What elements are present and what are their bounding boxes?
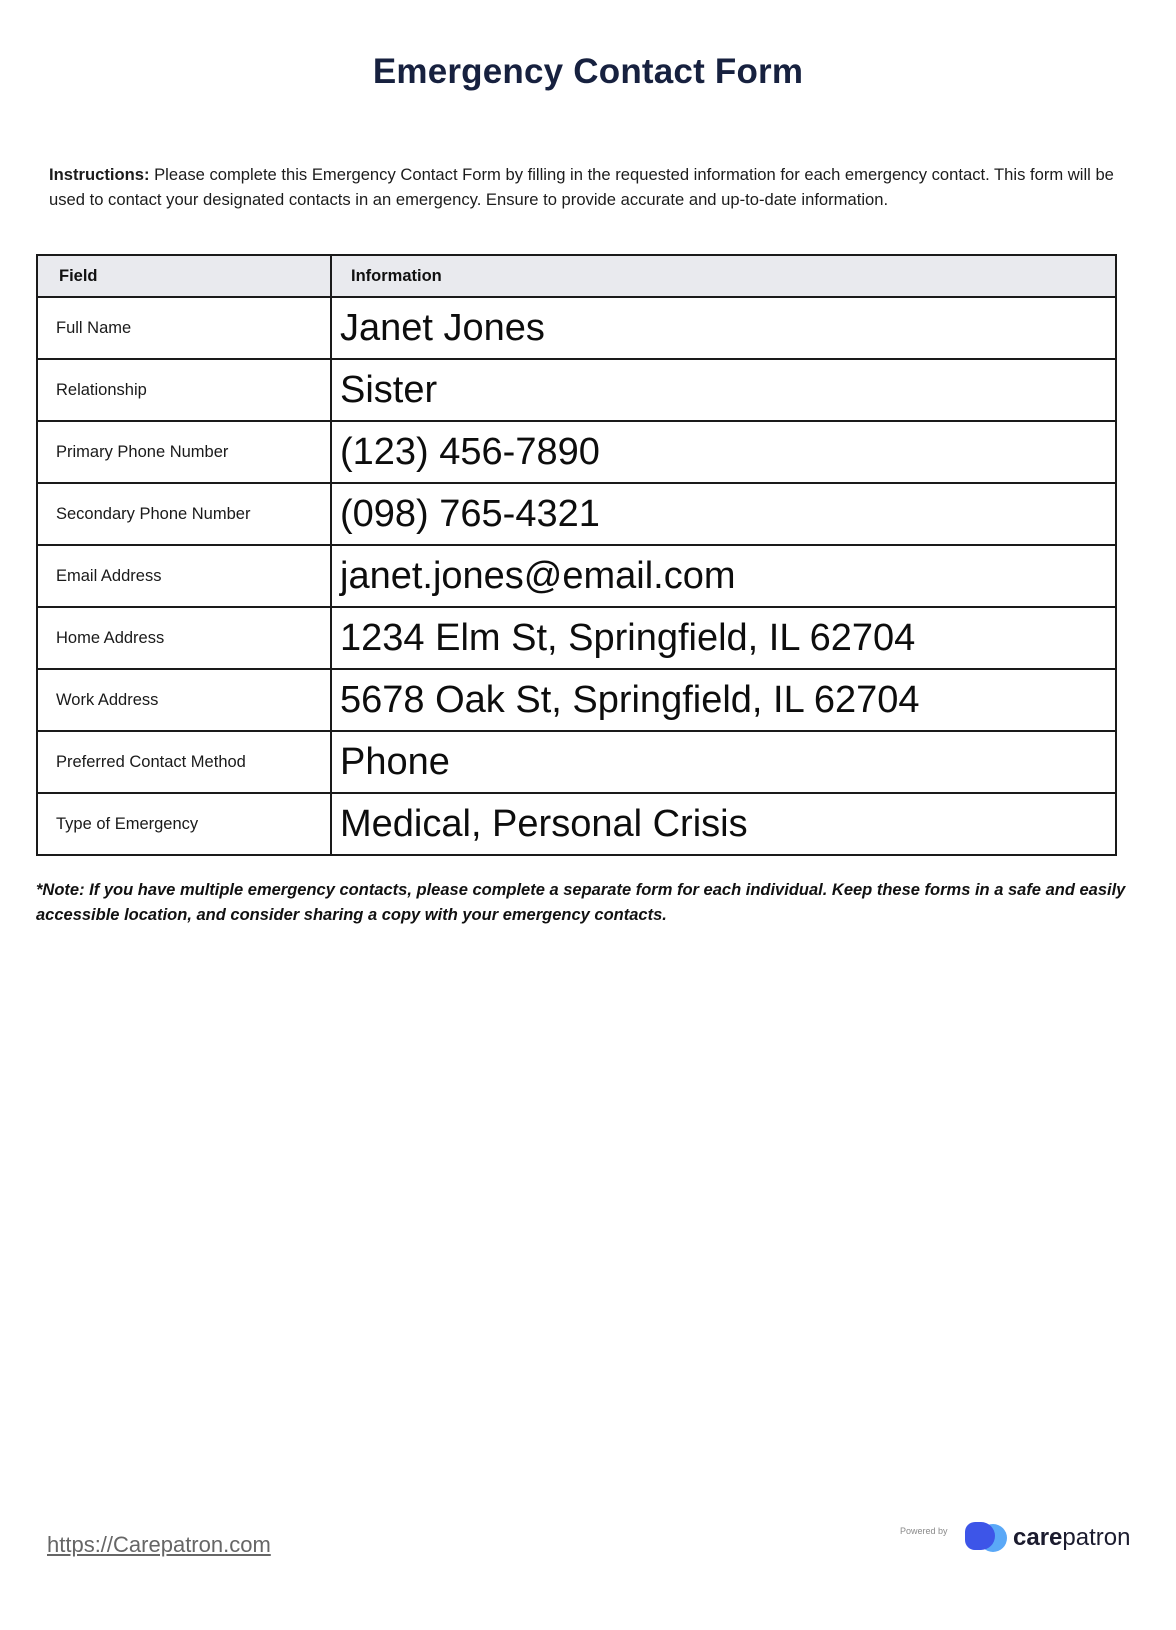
field-value[interactable]: Phone: [331, 731, 1116, 793]
field-value[interactable]: Janet Jones: [331, 297, 1116, 359]
carepatron-logo-icon: [963, 1522, 1009, 1556]
field-label: Email Address: [37, 545, 331, 607]
field-value[interactable]: (098) 765-4321: [331, 483, 1116, 545]
table-header-row: [37, 255, 1116, 297]
field-label: Secondary Phone Number: [37, 483, 331, 545]
table-row: [37, 545, 1116, 607]
field-label: Full Name: [37, 297, 331, 359]
carepatron-wordmark: [1013, 1524, 1130, 1552]
carepatron-link[interactable]: https://Carepatron.com: [47, 1532, 271, 1557]
field-value[interactable]: Medical, Personal Crisis: [331, 793, 1116, 855]
field-value[interactable]: 1234 Elm St, Springfield, IL 62704: [331, 607, 1116, 669]
brand-name-rest: patron: [1062, 1524, 1131, 1551]
logo-shape-front: [965, 1522, 995, 1550]
brand-name-strong: care: [1013, 1524, 1063, 1551]
table-row: [37, 731, 1116, 793]
field-label: Relationship: [37, 359, 331, 421]
page-title: Emergency Contact Form: [372, 52, 804, 91]
field-label: Home Address: [37, 607, 331, 669]
field-label: Work Address: [37, 669, 331, 731]
instructions-label: Instructions:: [49, 165, 150, 184]
table-row: [37, 669, 1116, 731]
powered-by-label: Powered by: [900, 1526, 948, 1536]
emergency-contact-table: [36, 254, 1117, 856]
table-row: [37, 607, 1116, 669]
instructions: [49, 162, 1149, 212]
table-row: [37, 359, 1116, 421]
table-row: [37, 421, 1116, 483]
field-label: Preferred Contact Method: [37, 731, 331, 793]
table-row: [37, 483, 1116, 545]
note-text: *Note: If you have multiple emergency contacts, please complete a separate form for each individual. Keep these forms in a safe and easily accessible location, and consider sharing a copy with your emergency contacts.: [36, 881, 1126, 924]
field-value[interactable]: (123) 456-7890: [331, 421, 1116, 483]
table-row: [37, 793, 1116, 855]
field-label: Type of Emergency: [37, 793, 331, 855]
instructions-text: Please complete this Emergency Contact Form by filling in the requested information for each emergency contact. This form will be used to contact your designated contacts in an emergency. Ensure to provide accurate and up-to-date information.: [49, 165, 1114, 209]
header-information: Information: [331, 255, 1116, 297]
field-value[interactable]: janet.jones@email.com: [331, 545, 1116, 607]
header-field: Field: [37, 255, 331, 297]
field-label: Primary Phone Number: [37, 421, 331, 483]
field-value[interactable]: Sister: [331, 359, 1116, 421]
table-row: [37, 297, 1116, 359]
field-value[interactable]: 5678 Oak St, Springfield, IL 62704: [331, 669, 1116, 731]
